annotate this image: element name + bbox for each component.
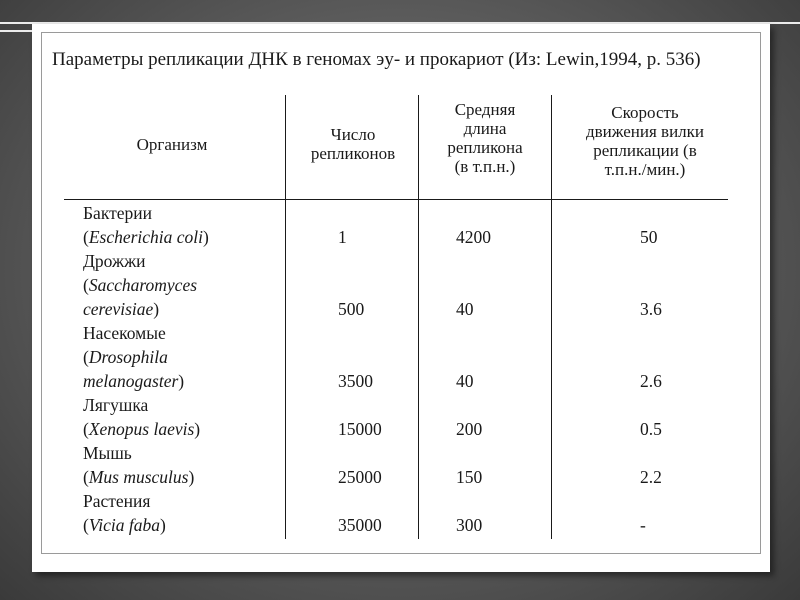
header-length bbox=[420, 100, 550, 176]
organism-name: Дрожжи bbox=[83, 251, 146, 271]
table-row-organism bbox=[83, 441, 194, 489]
organism-name: Бактерии bbox=[83, 203, 152, 223]
header-line: Средняя bbox=[454, 100, 516, 119]
table-image bbox=[41, 32, 761, 554]
header-line: Число bbox=[330, 125, 376, 144]
column-divider bbox=[285, 95, 286, 199]
table-cell-length: 40 bbox=[456, 299, 474, 319]
header-line: Скорость bbox=[611, 103, 679, 122]
header-rule bbox=[64, 199, 728, 200]
table-row-organism bbox=[83, 249, 197, 321]
table-cell-replicons: 3500 bbox=[338, 371, 373, 391]
organism-latin: (Vicia faba) bbox=[83, 515, 166, 535]
header-speed bbox=[555, 103, 735, 179]
table-cell-replicons: 15000 bbox=[338, 419, 382, 439]
organism-name: Лягушка bbox=[83, 395, 149, 415]
header-line: репликона bbox=[447, 138, 523, 157]
organism-name: Мышь bbox=[83, 443, 132, 463]
column-divider bbox=[418, 199, 419, 539]
table-cell-speed: 3.6 bbox=[640, 299, 662, 319]
column-divider bbox=[285, 199, 286, 539]
header-line: длина bbox=[463, 119, 507, 138]
column-divider bbox=[551, 199, 552, 539]
organism-latin: melanogaster) bbox=[83, 371, 185, 391]
header-line: репликонов bbox=[310, 144, 396, 163]
slide-panel bbox=[32, 24, 770, 572]
table-row-organism bbox=[83, 393, 200, 441]
table-cell-replicons: 500 bbox=[338, 299, 365, 319]
header-replicons bbox=[288, 125, 418, 163]
table-cell-length: 150 bbox=[456, 467, 483, 487]
header-line: репликации (в bbox=[593, 141, 697, 160]
organism-latin: (Drosophila bbox=[83, 347, 168, 367]
table-cell-length: 200 bbox=[456, 419, 483, 439]
table-cell-speed: 2.6 bbox=[640, 371, 662, 391]
table-cell-replicons: 25000 bbox=[338, 467, 382, 487]
organism-name: Насекомые bbox=[83, 323, 166, 343]
table-row-organism bbox=[83, 489, 166, 537]
table-cell-speed: 0.5 bbox=[640, 419, 662, 439]
header-organism: Организм bbox=[136, 135, 208, 154]
organism-latin: (Saccharomyces bbox=[83, 275, 198, 295]
column-divider bbox=[551, 95, 552, 199]
table-cell-speed: - bbox=[640, 515, 646, 535]
header-line: движения вилки bbox=[585, 122, 705, 141]
header-line: т.п.н./мин.) bbox=[604, 160, 686, 179]
table-cell-replicons: 35000 bbox=[338, 515, 382, 535]
table-row-organism bbox=[83, 321, 184, 393]
header-line: (в т.п.н.) bbox=[454, 157, 516, 176]
table-cell-length: 40 bbox=[456, 371, 474, 391]
table-cell-speed: 2.2 bbox=[640, 467, 662, 487]
column-divider bbox=[418, 95, 419, 199]
table-cell-replicons: 1 bbox=[338, 227, 347, 247]
table-cell-speed: 50 bbox=[640, 227, 658, 247]
organism-latin: cerevisiae) bbox=[83, 299, 160, 319]
table-row-organism bbox=[83, 201, 209, 249]
table-title: Параметры репликации ДНК в геномах эу- и прокариот (Из: Lewin,1994, р. 536) bbox=[52, 49, 701, 70]
organism-latin: (Xenopus laevis) bbox=[83, 419, 201, 439]
organism-name: Растения bbox=[83, 491, 151, 511]
table-cell-length: 300 bbox=[456, 515, 483, 535]
table-cell-length: 4200 bbox=[456, 227, 491, 247]
organism-latin: (Mus musculus) bbox=[83, 467, 195, 487]
organism-latin: (Escherichia coli) bbox=[83, 227, 209, 247]
